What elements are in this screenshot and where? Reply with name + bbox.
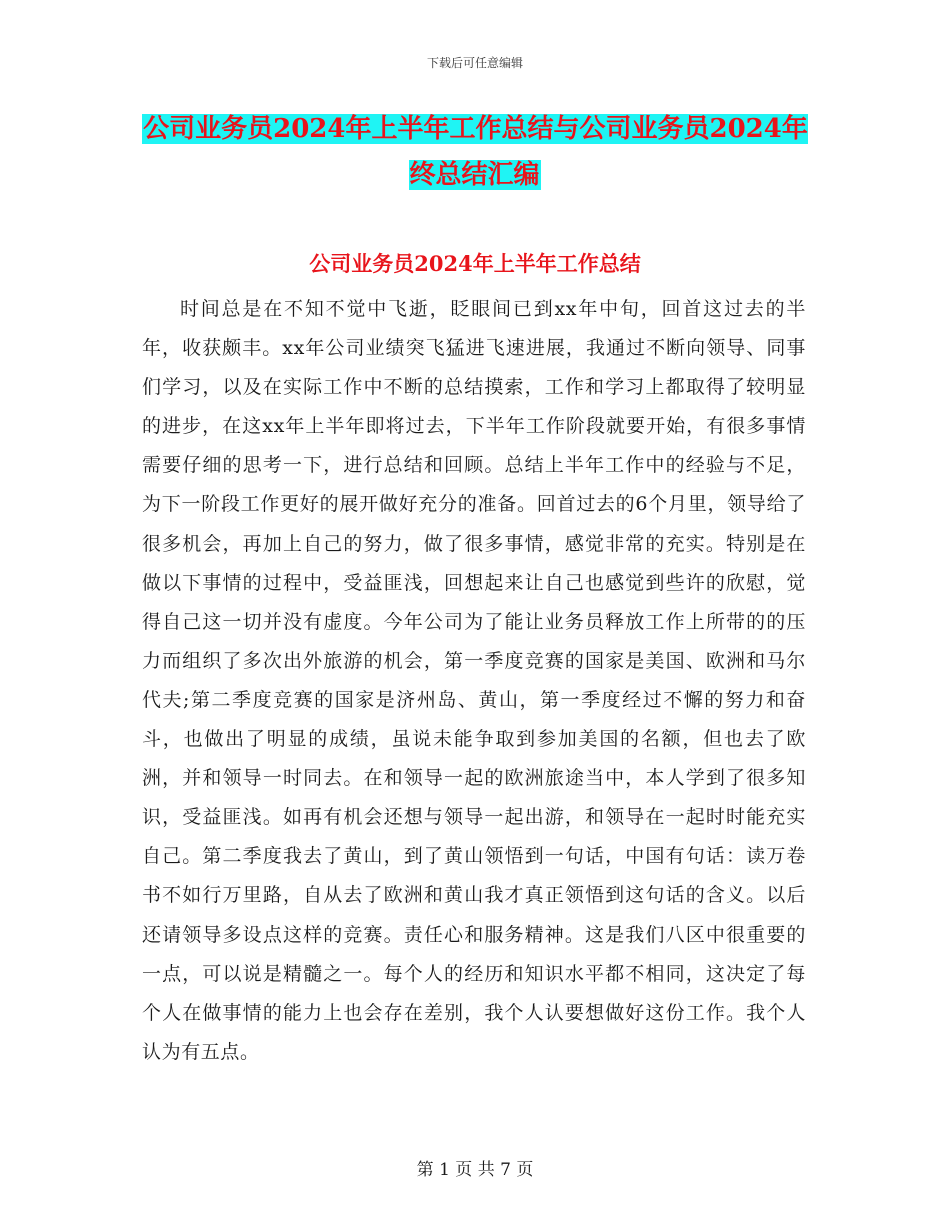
document-title-text: 公司业务员2024年上半年工作总结与公司业务员2024年终总结汇编 bbox=[143, 114, 808, 190]
page-footer bbox=[0, 1155, 950, 1180]
document-title bbox=[140, 106, 810, 198]
section-title: 公司业务员2024年上半年工作总结 bbox=[309, 251, 641, 276]
header-note: 下载后可任意编辑 bbox=[426, 56, 523, 70]
body-paragraph: 时间总是在不知不觉中飞逝，眨眼间已到xx年中旬，回首这过去的半年，收获颇丰。xx年公司业绩突飞猛进飞速进展，我通过不断向领导、同事们学习，以及在实际工作中不断的总结摸索，工作和学习上都取得了较明显的进步，在这xx年上半年即将过去，下半年工作阶段就要开始，有很多事情需要仔细的思考一下，进行总结和回顾。总结上半年工作中的经验与不足，为下一阶段工作更好的展开做好充分的准备。回首过去的6个月里，领导给了很多机会，再加上自己的努力，做了很多事情，感觉非常的充实。特别是在做以下事情的过程中，受益匪浅，回想起来让自己也感觉到些许的欣慰，觉得自己这一切并没有虚度。今年公司为了能让业务员释放工作上所带的的压力而组织了多次出外旅游的机会，第一季度竞赛的国家是美国、欧洲和马尔代夫;第二季度竞赛的国家是济州岛、黄山，第一季度经过不懈的努力和奋斗，也做出了明显的成绩，虽说未能争取到参加美国的名额，但也去了欧洲，并和领导一时同去。在和领导一起的欧洲旅途当中，本人学到了很多知识，受益匪浅。如再有机会还想与领导一起出游，和领导在一起时时能充实自己。第二季度我去了黄山，到了黄山领悟到一句话，中国有句话：读万卷书不如行万里路，自从去了欧洲和黄山我才真正领悟到这句话的含义。以后还请领导多设点这样的竞赛。责任心和服务精神。这是我们八区中很重要的一点，可以说是精髓之一。每个人的经历和知识水平都不相同，这决定了每个人在做事情的能力上也会存在差别，我个人认要想做好这份工作。我个人认为有五点。 bbox=[142, 298, 806, 1063]
page-number-label: 第 1 页 共 7 页 bbox=[416, 1160, 534, 1180]
